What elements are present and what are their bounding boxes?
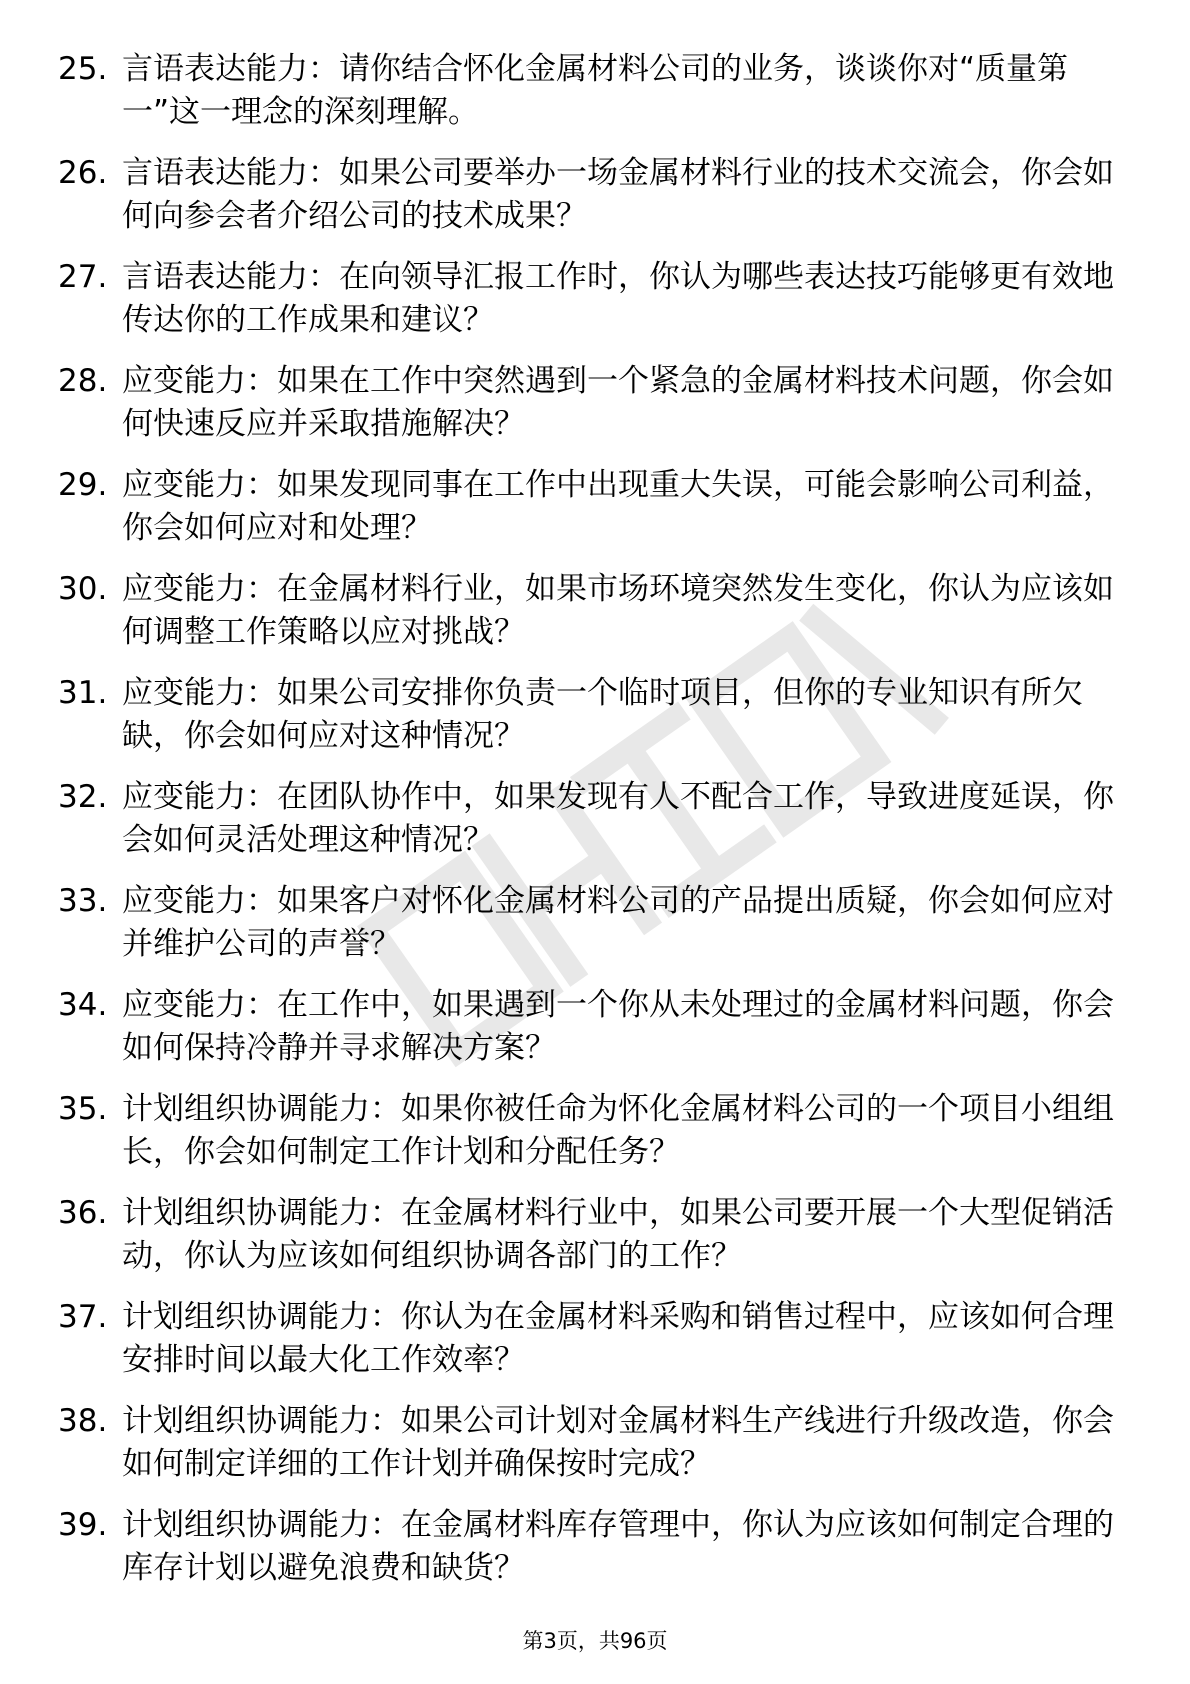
list-item <box>58 880 1118 966</box>
question-number: 37. <box>58 1299 108 1335</box>
page-number-label: 第3页，共96页 <box>522 1629 668 1653</box>
question-number: 25. <box>58 51 108 87</box>
list-item <box>58 1400 1118 1486</box>
question-number: 26. <box>58 155 108 191</box>
question-text: 应变能力：在工作中，如果遇到一个你从未处理过的金属材料问题，你会如何保持冷静并寻求解决方案？ <box>122 987 1114 1066</box>
question-number: 33. <box>58 883 108 919</box>
list-item <box>58 1088 1118 1174</box>
question-number: 32. <box>58 779 108 815</box>
question-number: 36. <box>58 1195 108 1231</box>
list-item <box>58 360 1118 446</box>
question-number: 38. <box>58 1403 108 1439</box>
question-text: 应变能力：如果在工作中突然遇到一个紧急的金属材料技术问题，你会如何快速反应并采取措施解决？ <box>122 363 1114 442</box>
question-number: 39. <box>58 1507 108 1543</box>
question-text: 计划组织协调能力：在金属材料行业中，如果公司要开展一个大型促销活动，你认为应该如何组织协调各部门的工作？ <box>122 1195 1114 1274</box>
list-item <box>58 1296 1118 1382</box>
list-item <box>58 984 1118 1070</box>
list-item <box>58 256 1118 342</box>
question-text: 计划组织协调能力：在金属材料库存管理中，你认为应该如何制定合理的库存计划以避免浪费和缺货？ <box>122 1507 1114 1586</box>
question-text: 应变能力：在金属材料行业，如果市场环境突然发生变化，你认为应该如何调整工作策略以应对挑战？ <box>122 571 1114 650</box>
question-number: 35. <box>58 1091 108 1127</box>
list-item <box>58 1504 1118 1590</box>
list-item <box>58 1192 1118 1278</box>
question-text: 应变能力：如果发现同事在工作中出现重大失误，可能会影响公司利益，你会如何应对和处理？ <box>122 467 1114 546</box>
question-text: 计划组织协调能力：你认为在金属材料采购和销售过程中，应该如何合理安排时间以最大化工作效率？ <box>122 1299 1114 1378</box>
page-footer <box>0 1627 1190 1655</box>
question-text: 应变能力：如果客户对怀化金属材料公司的产品提出质疑，你会如何应对并维护公司的声誉？ <box>122 883 1114 962</box>
list-item <box>58 776 1118 862</box>
question-text: 应变能力：在团队协作中，如果发现有人不配合工作，导致进度延误，你会如何灵活处理这种情况？ <box>122 779 1114 858</box>
question-number: 27. <box>58 259 108 295</box>
list-item <box>58 48 1118 134</box>
question-text: 计划组织协调能力：如果你被任命为怀化金属材料公司的一个项目小组组长，你会如何制定工作计划和分配任务？ <box>122 1091 1114 1170</box>
question-list <box>58 48 1118 1608</box>
question-number: 29. <box>58 467 108 503</box>
question-text: 言语表达能力：如果公司要举办一场金属材料行业的技术交流会，你会如何向参会者介绍公司的技术成果？ <box>122 155 1114 234</box>
question-text: 计划组织协调能力：如果公司计划对金属材料生产线进行升级改造，你会如何制定详细的工作计划并确保按时完成？ <box>122 1403 1114 1482</box>
question-text: 应变能力：如果公司安排你负责一个临时项目，但你的专业知识有所欠缺，你会如何应对这种情况？ <box>122 675 1083 754</box>
question-number: 30. <box>58 571 108 607</box>
question-number: 31. <box>58 675 108 711</box>
question-number: 34. <box>58 987 108 1023</box>
list-item <box>58 152 1118 238</box>
question-number: 28. <box>58 363 108 399</box>
list-item <box>58 672 1118 758</box>
list-item <box>58 464 1118 550</box>
question-text: 言语表达能力：在向领导汇报工作时，你认为哪些表达技巧能够更有效地传达你的工作成果和建议？ <box>122 259 1114 338</box>
list-item <box>58 568 1118 654</box>
question-text: 言语表达能力：请你结合怀化金属材料公司的业务，谈谈你对“质量第一”这一理念的深刻理解。 <box>122 51 1069 130</box>
